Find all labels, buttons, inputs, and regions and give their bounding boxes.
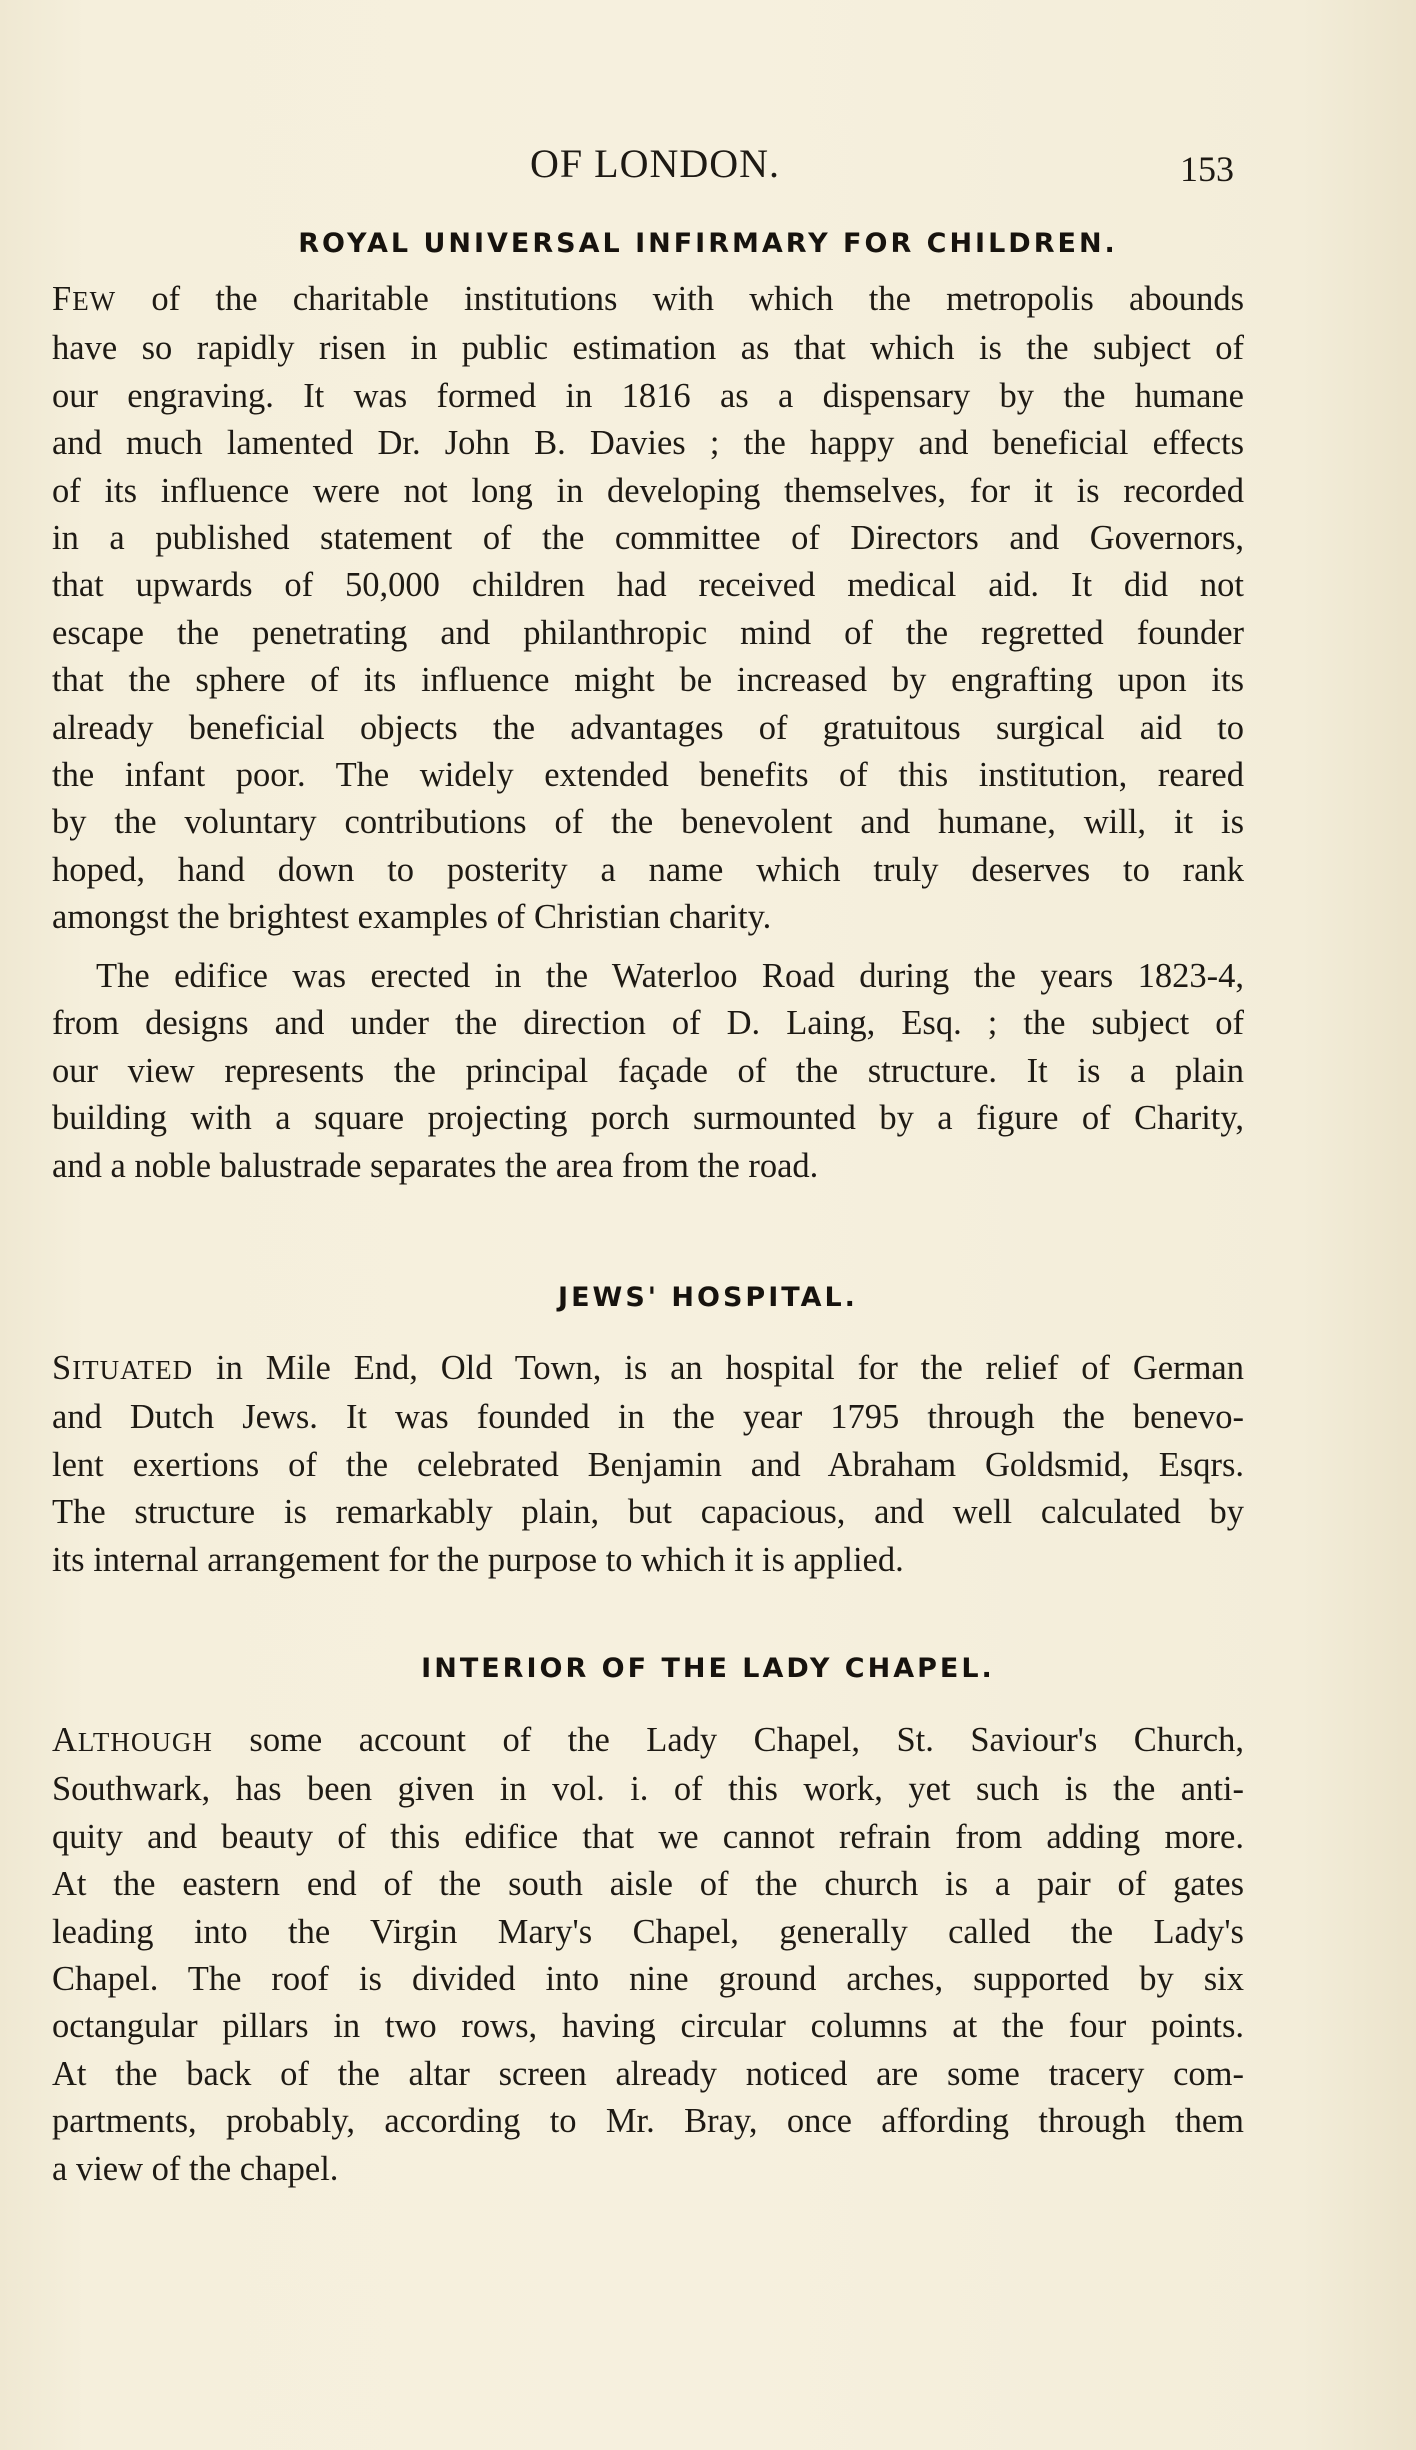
- paragraph-line: that upwards of 50,000 children had received medical aid. It did not: [52, 566, 1244, 605]
- paragraph-line: Chapel. The roof is divided into nine ground arches, supported by six: [52, 1960, 1244, 1999]
- paragraph-line: our engraving. It was formed in 1816 as a dispensary by the humane: [52, 376, 1244, 415]
- paragraph-line: lent exertions of the celebrated Benjamin and Abraham Goldsmid, Esqrs.: [52, 1445, 1244, 1484]
- running-title: OF LONDON.: [530, 141, 780, 186]
- paragraph-line: our view represents the principal façade of the structure. It is a plain: [52, 1051, 1244, 1090]
- small-caps-lead: SITUATED: [52, 1349, 194, 1387]
- page-number: 153: [1180, 149, 1234, 189]
- paragraph-line: building with a square projecting porch surmounted by a figure of Charity,: [52, 1099, 1244, 1138]
- paragraph-line: FEW of the charitable institutions with which the metropolis abounds: [52, 280, 1244, 318]
- paragraph-line: ALTHOUGH some account of the Lady Chapel, St. Saviour's Church,: [52, 1721, 1244, 1759]
- paragraph-line: escape the penetrating and philanthropic mind of the regretted founder: [52, 613, 1244, 652]
- paragraph-infirmary-edifice: [52, 953, 1244, 1190]
- paragraph-line: and Dutch Jews. It was founded in the year 1795 through the benevo-: [52, 1398, 1244, 1437]
- paragraph-line: octangular pillars in two rows, having circular columns at the four points.: [52, 2007, 1244, 2046]
- paragraph-line: At the back of the altar screen already noticed are some tracery com-: [52, 2054, 1244, 2093]
- paragraph-line: hoped, hand down to posterity a name which truly deserves to rank: [52, 850, 1244, 889]
- paragraph-line: by the voluntary contributions of the benevolent and humane, will, it is: [52, 803, 1244, 842]
- paragraph-line: that the sphere of its influence might be increased by engrafting upon its: [52, 661, 1244, 700]
- paragraph-line: already beneficial objects the advantages of gratuitous surgical aid to: [52, 708, 1244, 747]
- section-heading-infirmary: ROYAL UNIVERSAL INFIRMARY FOR CHILDREN.: [298, 228, 1118, 259]
- paragraph-line: partments, probably, according to Mr. Bray, once affording through them: [52, 2102, 1244, 2141]
- paragraph-line: Southwark, has been given in vol. i. of this work, yet such is the anti-: [52, 1770, 1244, 1809]
- small-caps-lead: FEW: [52, 280, 117, 318]
- paragraph-line: quity and beauty of this edifice that we cannot refrain from adding more.: [52, 1817, 1244, 1856]
- paragraph-lady-chapel: [52, 1717, 1244, 2193]
- paragraph-line: a view of the chapel.: [52, 2149, 339, 2188]
- section-heading-jews-hospital: JEWS' HOSPITAL.: [558, 1282, 858, 1313]
- paragraph-line: SITUATED in Mile End, Old Town, is an hospital for the relief of German: [52, 1349, 1244, 1387]
- paragraph-line: have so rapidly risen in public estimation as that which is the subject of: [52, 329, 1244, 368]
- paragraph-line: leading into the Virgin Mary's Chapel, generally called the Lady's: [52, 1912, 1244, 1951]
- paragraph-line: At the eastern end of the south aisle of the church is a pair of gates: [52, 1865, 1244, 1904]
- paragraph-line: and much lamented Dr. John B. Davies ; the happy and beneficial effects: [52, 424, 1244, 463]
- paragraph-line: of its influence were not long in developing themselves, for it is recorded: [52, 471, 1244, 510]
- paragraph-line: the infant poor. The widely extended benefits of this institution, reared: [52, 756, 1244, 795]
- section-heading-lady-chapel: INTERIOR OF THE LADY CHAPEL.: [421, 1653, 995, 1684]
- running-head: [0, 140, 1416, 200]
- paragraph-jews-hospital: [52, 1345, 1244, 1584]
- paragraph-line: from designs and under the direction of D. Laing, Esq. ; the subject of: [52, 1004, 1244, 1043]
- paragraph-line: in a published statement of the committee of Directors and Governors,: [52, 519, 1244, 558]
- paragraph-line: and a noble balustrade separates the area from the road.: [52, 1146, 819, 1185]
- paragraph-line: The structure is remarkably plain, but capacious, and well calculated by: [52, 1493, 1244, 1532]
- paragraph-line: The edifice was erected in the Waterloo Road during the years 1823-4,: [96, 957, 1244, 995]
- paragraph-infirmary-history: [52, 276, 1244, 942]
- small-caps-lead: ALTHOUGH: [52, 1721, 213, 1759]
- paragraph-line: its internal arrangement for the purpose to which it is applied.: [52, 1540, 904, 1579]
- paragraph-line: amongst the brightest examples of Christian charity.: [52, 898, 772, 937]
